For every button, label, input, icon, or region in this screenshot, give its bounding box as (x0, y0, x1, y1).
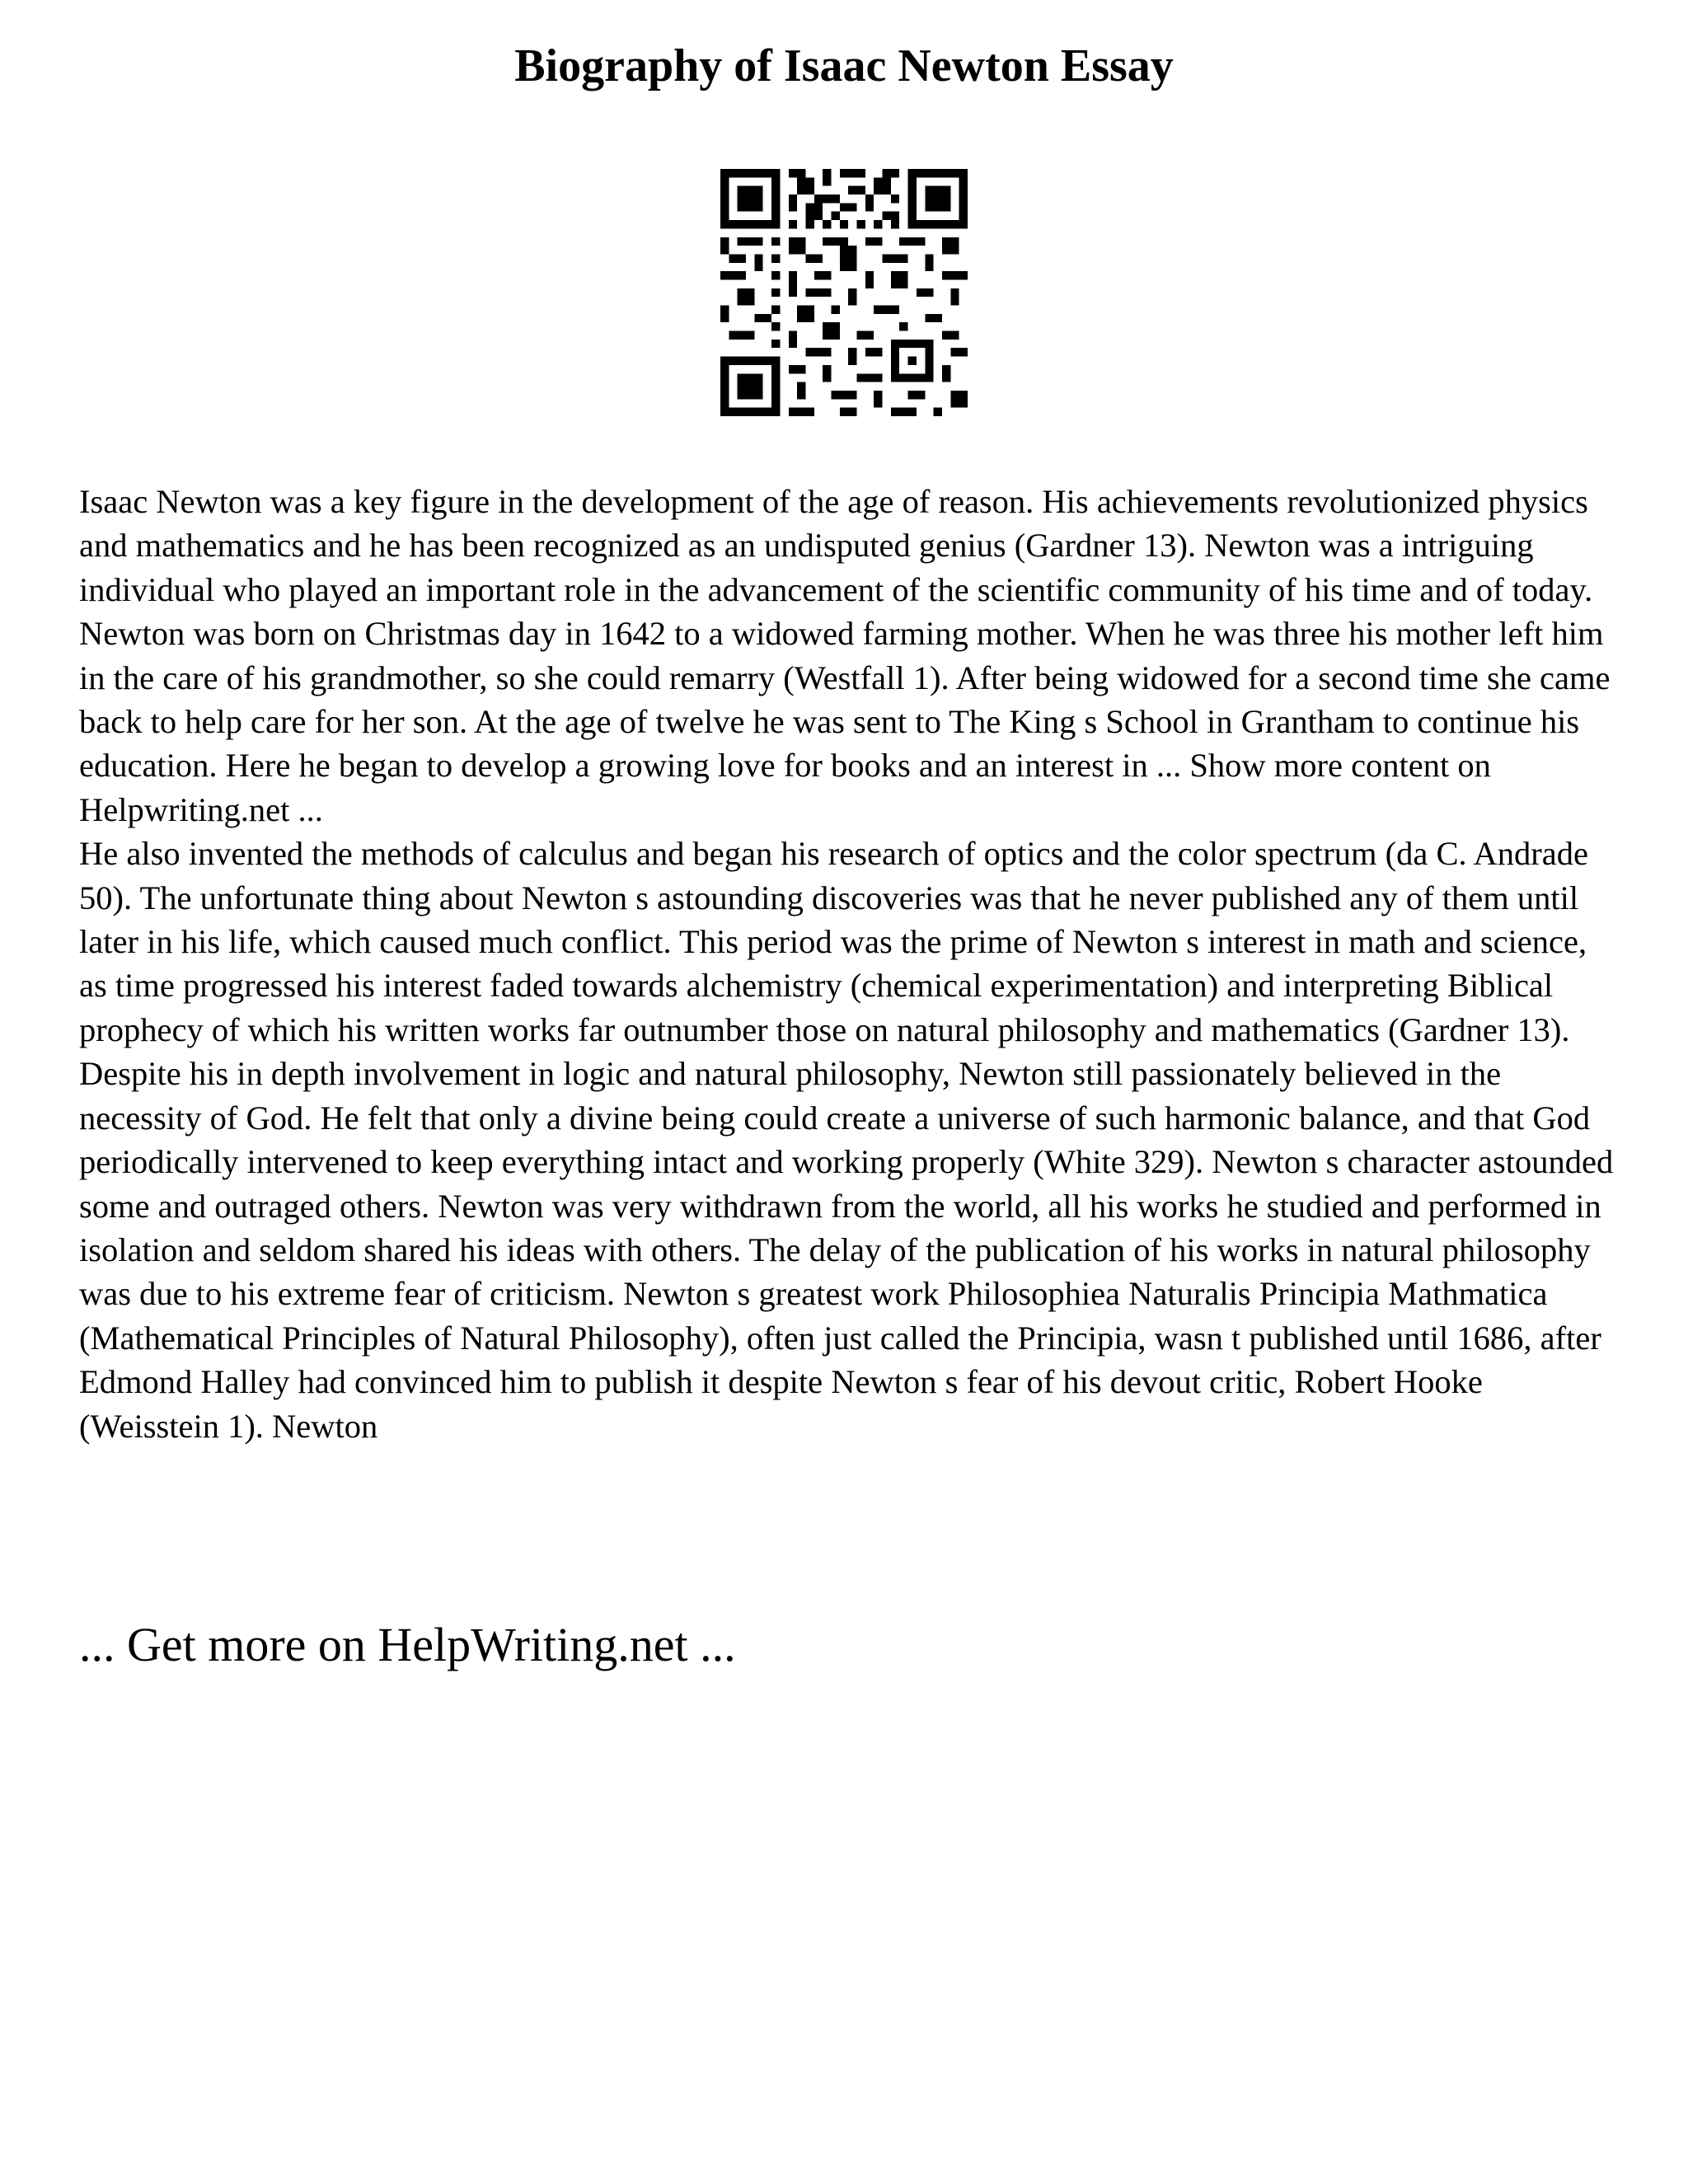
paragraph-1: Isaac Newton was a key figure in the development of the age of reason. His achievements revolutionized physics and mathematics and he has been recognized as an undisputed genius (Gardner 13). Newton was a intriguing individual who played an important role in the advancement of the scientific community of his time and of today. Newton was born on Christmas day in 1642 to a widowed farming mother. When he was three his mother left him in the care of his grandmother, so she could remarry (Westfall 1). After being widowed for a second time she came back to help care for her son. At the age of twelve he was sent to The King s School in Grantham to continue his education. Here he began to develop a growing love for books and an interest in ... Show more content on Helpwriting.net ... (79, 483, 1611, 828)
qr-code-icon[interactable] (720, 169, 968, 416)
paragraph-2: He also invented the methods of calculus and began his research of optics and the color spectrum (da C. Andrade 50). The unfortunate thing about Newton s astounding discoveries was that he never published any of them until later in his life, which caused much conflict. This period was the prime of Newton s interest in math and science, as time progressed his interest faded towards alchemistry (chemical experimentation) and interpreting Biblical prophecy of which his written works far outnumber those on natural philosophy and mathematics (Gardner 13). Despite his in depth involvement in logic and natural philosophy, Newton still passionately believed in the necessity of God. He felt that only a divine being could create a universe of such harmonic balance, and that God periodically intervened to keep everything intact and working properly (White 329). Newton s character astounded some and outraged others. Newton was very withdrawn from the world, all his works he studied and performed in isolation and seldom shared his ideas with others. The delay of the publication of his works in natural philosophy was due to his extreme fear of criticism. Newton s greatest work Philosophiea Naturalis Principia Mathmatica (Mathematical Principles of Natural Philosophy), often just called the Principia, wasn t published until 1686, after Edmond Halley had convinced him to publish it despite Newton s fear of his devout critic, Robert Hooke (Weisstein 1). Newton (79, 835, 1614, 1445)
get-more-link[interactable]: ... Get more on HelpWriting.net ... (79, 1618, 736, 1671)
page-title: Biography of Isaac Newton Essay (514, 40, 1174, 91)
essay-body (79, 480, 1620, 1448)
